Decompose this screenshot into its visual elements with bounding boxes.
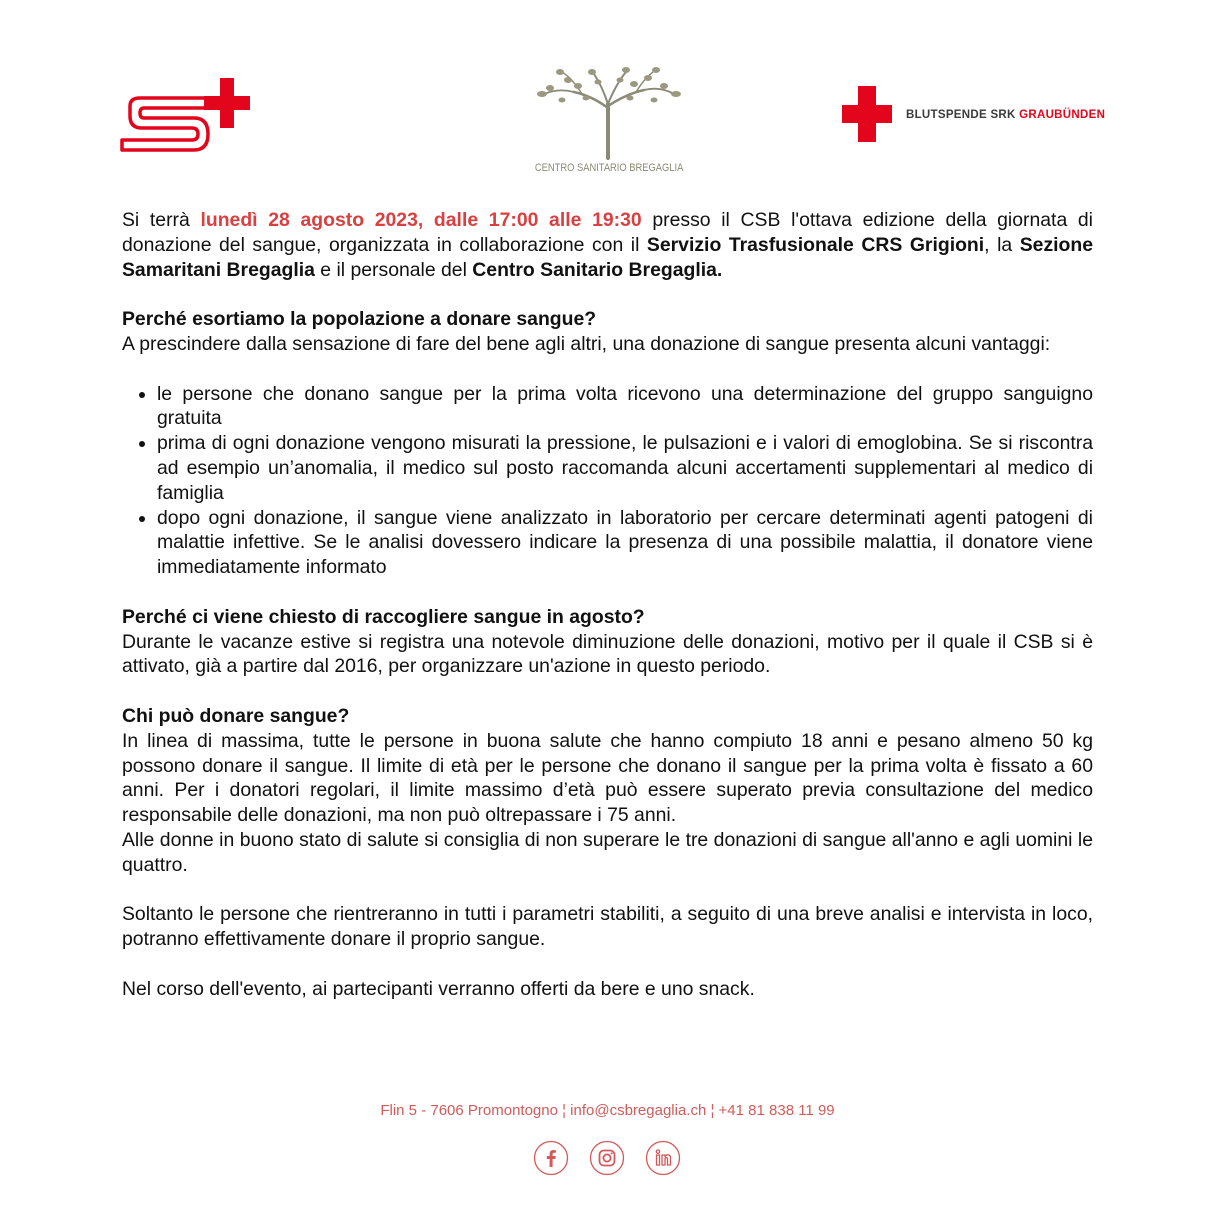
srk-logo-text (906, 109, 1105, 121)
list-item: • le persone che donano sangue per la prima volta ricevono una determinazione del gruppo sanguigno gratuita (157, 382, 1093, 432)
srk-label-red: GRAUBÜNDEN (1019, 109, 1106, 121)
footer-address: Flin 5 - 7606 Promontogno ¦ info@csbregaglia.ch ¦ +41 81 838 11 99 (380, 1102, 835, 1119)
document-body (122, 208, 1093, 1002)
list-item: • prima di ogni donazione vengono misurati la pressione, le pulsazioni e i valori di emoglobina. Se si riscontra ad esempio un’anomalia, il medico sul posto raccomanda alcuni accertamenti supplementari al medico di famiglia (157, 431, 1093, 505)
org-servizio-trasfusionale: Servizio Trasfusionale CRS Grigioni (646, 233, 985, 256)
section1-heading: Perché esortiamo la popolazione a donare sangue? (122, 308, 597, 331)
linkedin-icon (645, 1140, 681, 1176)
section3-heading: Chi può donare sangue? (122, 704, 350, 727)
facebook-link[interactable] (533, 1140, 569, 1176)
section2-text: Durante le vacanze estive si registra una notevole diminuzione delle donazioni, motivo per il quale il CSB si è attivato, già a partire dal 2016, per organizzare un'azione in questo periodo. (122, 630, 1093, 678)
section3-text1: In linea di massima, tutte le persone in buona salute che hanno compiuto 18 anni e pesano almeno 50 kg possono donare il sangue. Il limite di età per le persone che donano il sangue per la prima volta è fissato a 60 anni. Per i donatori regolari, il limite massimo d’età può essere superato previa consultazione del medico responsabile delle donazioni, ma non può oltrepassare i 75 anni. (122, 729, 1093, 827)
section2-heading: Perché ci viene chiesto di raccogliere sangue in agosto? (122, 605, 645, 628)
linkedin-link[interactable] (645, 1140, 681, 1176)
section3-text2: Alle donne in buono stato di salute si consiglia di non superare le tre donazioni di sangue all'anno e agli uomini le quattro. (122, 828, 1093, 876)
facebook-icon (533, 1140, 569, 1176)
csb-tree-logo (522, 64, 694, 180)
red-cross-logo (842, 84, 894, 144)
srk-logo (842, 84, 1106, 144)
section1-text: A prescindere dalla sensazione di fare del bene agli altri, una donazione di sangue presenta alcuni vantaggi: (122, 332, 1051, 355)
srk-label-dark: BLUTSPENDE SRK (906, 109, 1020, 121)
csb-logo-caption: CENTRO SANITARIO BREGAGLIA (534, 162, 684, 174)
intro-paragraph: Si terrà lunedì 28 agosto 2023, dalle 17:00 alle 19:30 presso il CSB l'ottava edizione della giornata di donazione del sangue, organizzata in collaborazione con il Servizio Trasfusionale CRS Grigioni, la Sezione Samaritani Bregaglia e il personale del Centro Sanitario Bregaglia. (122, 209, 1094, 281)
org-centro-sanitario: Centro Sanitario Bregaglia. (472, 258, 723, 281)
benefits-list (122, 382, 1093, 580)
event-date: lunedì 28 agosto 2023, dalle 17:00 alle 19:30 (200, 209, 642, 231)
paragraph-parameters: Soltanto le persone che rientreranno in tutti i parametri stabiliti, a seguito di una breve analisi e intervista in loco, potranno effettivamente donare il proprio sangue. (122, 903, 1093, 951)
samaritani-logo (120, 78, 268, 160)
instagram-link[interactable] (589, 1140, 625, 1176)
org-sezione-samaritani: Sezione Samaritani Bregaglia (122, 233, 1094, 281)
instagram-icon (589, 1140, 625, 1176)
paragraph-snack: Nel corso dell'evento, ai partecipanti verranno offerti da bere e uno snack. (122, 977, 755, 1000)
tree-logo (522, 64, 694, 160)
list-item: • dopo ogni donazione, il sangue viene analizzato in laboratorio per cercare determinati agenti patogeni di malattie infettive. Se le analisi dovessero indicare la presenza di una possibile malattia, il donatore viene immediatamente informato (157, 506, 1093, 580)
